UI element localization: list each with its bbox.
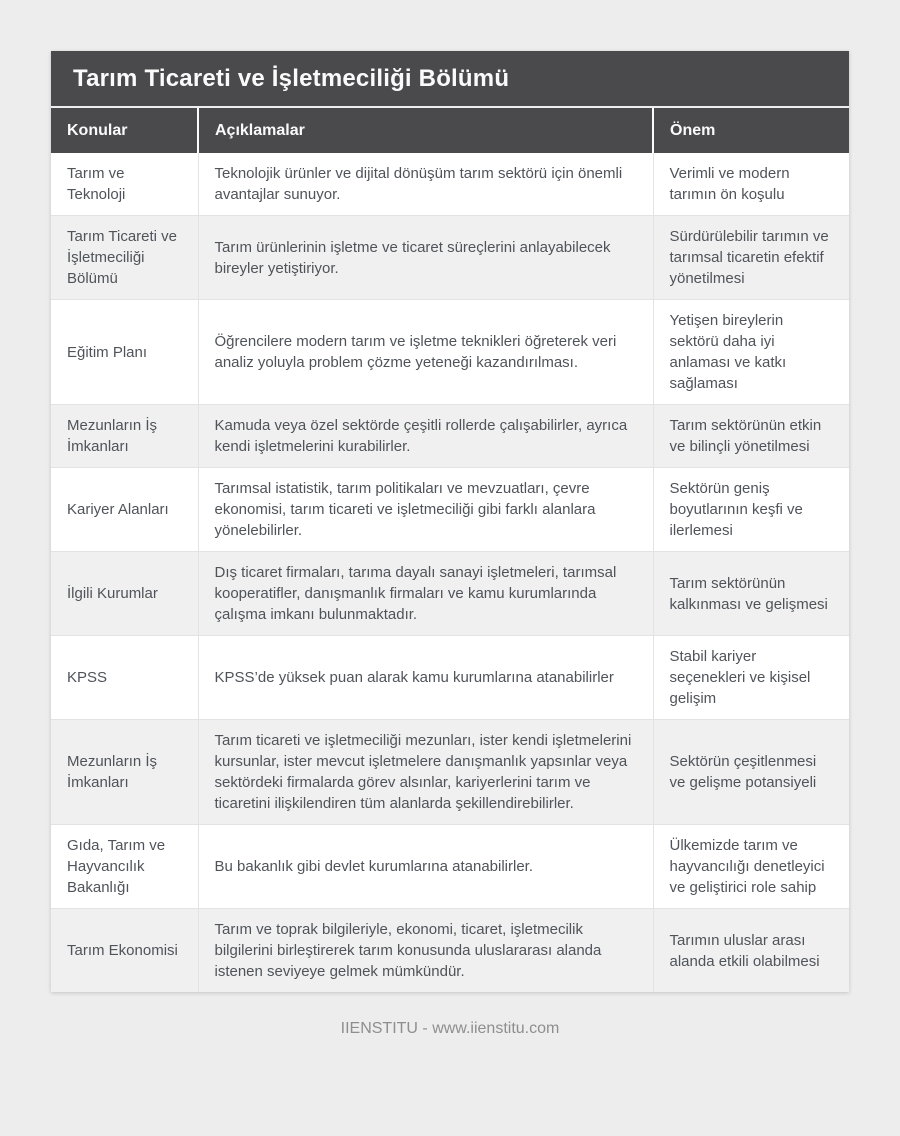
- header-row: [51, 108, 849, 153]
- cell-description: Bu bakanlık gibi devlet kurumlarına atanabilirler.: [198, 825, 653, 909]
- cell-description: Tarımsal istatistik, tarım politikaları ve mevzuatları, çevre ekonomisi, tarım ticareti ve işletmeciliği gibi farklı alanlara yönelebilirler.: [198, 468, 653, 552]
- cell-description: Tarım ticareti ve işletmeciliği mezunları, ister kendi işletmelerini kursunlar, ister mevcut işletmelere danışmanlık yapsınlar veya sektördeki firmalarda görev alsınlar, kariyerlerini tarım ve ticaretini ilişkilendiren tüm alanlarda şekillendirebilirler.: [198, 720, 653, 825]
- cell-description: Dış ticaret firmaları, tarıma dayalı sanayi işletmeleri, tarımsal kooperatifler, danışmanlık firmaları ve kamu kurumlarında çalışma imkanı bulunmaktadır.: [198, 552, 653, 636]
- cell-importance: Ülkemizde tarım ve hayvancılığı denetleyici ve geliştirici role sahip: [653, 825, 849, 909]
- table-row: [51, 552, 849, 636]
- footer-credit: IIENSTITU - www.iienstitu.com: [340, 1020, 560, 1037]
- cell-importance: Tarımın uluslar arası alanda etkili olabilmesi: [653, 909, 849, 993]
- table-header: [51, 108, 849, 153]
- cell-topic: Kariyer Alanları: [51, 468, 198, 552]
- topics-table: [51, 108, 849, 992]
- table-row: [51, 405, 849, 468]
- table-body: [51, 153, 849, 992]
- cell-importance: Stabil kariyer seçenekleri ve kişisel gelişim: [653, 636, 849, 720]
- cell-importance: Tarım sektörünün kalkınması ve gelişmesi: [653, 552, 849, 636]
- table-row: [51, 636, 849, 720]
- cell-importance: Sektörün çeşitlenmesi ve gelişme potansiyeli: [653, 720, 849, 825]
- cell-topic: Tarım ve Teknoloji: [51, 153, 198, 216]
- page: [0, 51, 900, 1038]
- cell-description: Kamuda veya özel sektörde çeşitli rollerde çalışabilirler, ayrıca kendi işletmelerini kurabilirler.: [198, 405, 653, 468]
- cell-importance: Yetişen bireylerin sektörü daha iyi anlaması ve katkı sağlaması: [653, 300, 849, 405]
- cell-importance: Sürdürülebilir tarımın ve tarımsal ticaretin efektif yönetilmesi: [653, 216, 849, 300]
- cell-topic: Mezunların İş İmkanları: [51, 720, 198, 825]
- cell-importance: Tarım sektörünün etkin ve bilinçli yönetilmesi: [653, 405, 849, 468]
- table-row: [51, 825, 849, 909]
- column-header-importance: Önem: [653, 108, 849, 153]
- cell-importance: Verimli ve modern tarımın ön koşulu: [653, 153, 849, 216]
- column-header-topics: Konular: [51, 108, 198, 153]
- cell-description: Tarım ürünlerinin işletme ve ticaret süreçlerini anlayabilecek bireyler yetiştiriyor.: [198, 216, 653, 300]
- cell-topic: Eğitim Planı: [51, 300, 198, 405]
- cell-topic: Tarım Ticareti ve İşletmeciliği Bölümü: [51, 216, 198, 300]
- table-row: [51, 468, 849, 552]
- table-row: [51, 720, 849, 825]
- table-card: [51, 51, 849, 992]
- page-title: Tarım Ticareti ve İşletmeciliği Bölümü: [51, 51, 849, 108]
- table-row: [51, 909, 849, 993]
- table-row: [51, 153, 849, 216]
- cell-topic: Tarım Ekonomisi: [51, 909, 198, 993]
- cell-description: KPSS’de yüksek puan alarak kamu kurumlarına atanabilirler: [198, 636, 653, 720]
- cell-topic: Mezunların İş İmkanları: [51, 405, 198, 468]
- cell-topic: KPSS: [51, 636, 198, 720]
- cell-description: Öğrencilere modern tarım ve işletme teknikleri öğreterek veri analiz yoluyla problem çözme yeteneği kazandırılması.: [198, 300, 653, 405]
- cell-importance: Sektörün geniş boyutlarının keşfi ve ilerlemesi: [653, 468, 849, 552]
- table-row: [51, 216, 849, 300]
- table-row: [51, 300, 849, 405]
- cell-description: Tarım ve toprak bilgileriyle, ekonomi, ticaret, işletmecilik bilgilerini birleştirerek tarım konusunda uluslararası alanda istenen seviyeye gelmek mümkündür.: [198, 909, 653, 993]
- cell-topic: Gıda, Tarım ve Hayvancılık Bakanlığı: [51, 825, 198, 909]
- column-header-descriptions: Açıklamalar: [198, 108, 653, 153]
- cell-topic: İlgili Kurumlar: [51, 552, 198, 636]
- cell-description: Teknolojik ürünler ve dijital dönüşüm tarım sektörü için önemli avantajlar sunuyor.: [198, 153, 653, 216]
